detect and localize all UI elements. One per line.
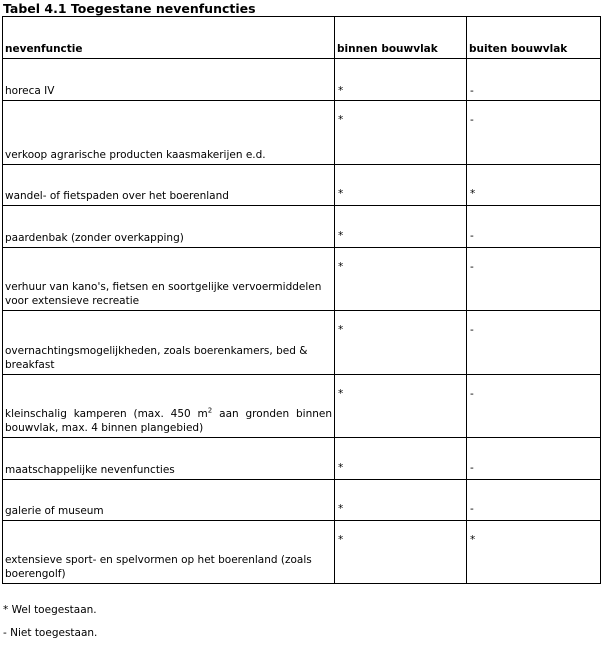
header-buiten-bouwvlak: buiten bouwvlak: [467, 17, 601, 59]
row-buiten: [467, 248, 601, 311]
row-binnen: [335, 206, 467, 248]
note-wel-toegestaan: * Wel toegestaan.: [3, 604, 97, 616]
row-binnen: [335, 480, 467, 521]
row-functie: wandel- of fietspaden over het boerenland: [3, 165, 335, 206]
nevenfuncties-table: [2, 16, 601, 584]
binnen-mark: *: [338, 261, 344, 273]
table-row: [3, 248, 601, 311]
functie-text-superscript: 2: [207, 406, 213, 415]
buiten-mark: -: [470, 261, 474, 273]
row-binnen: [335, 59, 467, 101]
binnen-mark: *: [338, 114, 344, 126]
row-functie: maatschappelijke nevenfuncties: [3, 438, 335, 480]
row-functie: overnachtingsmogelijkheden, zoals boerenkamers, bed & breakfast: [3, 311, 335, 375]
buiten-mark: -: [470, 114, 474, 126]
table-row: [3, 375, 601, 438]
buiten-mark: *: [470, 188, 476, 200]
table-row: [3, 480, 601, 521]
header-binnen-bouwvlak: binnen bouwvlak: [335, 17, 467, 59]
row-functie: verhuur van kano's, fietsen en soortgelijke vervoermiddelen voor extensieve recreatie: [3, 248, 335, 311]
row-binnen: [335, 165, 467, 206]
row-functie: extensieve sport- en spelvormen op het boerenland (zoals boerengolf): [3, 521, 335, 584]
row-binnen: [335, 521, 467, 584]
binnen-mark: *: [338, 503, 344, 515]
binnen-mark: *: [338, 188, 344, 200]
binnen-mark: *: [338, 230, 344, 242]
row-functie: galerie of museum: [3, 480, 335, 521]
buiten-mark: -: [470, 85, 474, 97]
row-functie: horeca IV: [3, 59, 335, 101]
row-binnen: [335, 375, 467, 438]
row-buiten: [467, 521, 601, 584]
buiten-mark: *: [470, 534, 476, 546]
row-binnen: [335, 248, 467, 311]
row-functie: [3, 375, 335, 438]
functie-text-prefix: kleinschalig kamperen (max. 450 m: [5, 408, 208, 420]
row-binnen: [335, 438, 467, 480]
buiten-mark: -: [470, 388, 474, 400]
binnen-mark: *: [338, 534, 344, 546]
table-row: [3, 165, 601, 206]
table-title: Tabel 4.1 Toegestane nevenfuncties: [3, 1, 256, 16]
buiten-mark: -: [470, 503, 474, 515]
row-buiten: [467, 480, 601, 521]
row-buiten: [467, 165, 601, 206]
note-niet-toegestaan: - Niet toegestaan.: [3, 627, 98, 639]
row-buiten: [467, 311, 601, 375]
row-functie: paardenbak (zonder overkapping): [3, 206, 335, 248]
table-header-row: [3, 17, 601, 59]
binnen-mark: *: [338, 462, 344, 474]
row-functie: verkoop agrarische producten kaasmakerijen e.d.: [3, 101, 335, 165]
table-row: [3, 59, 601, 101]
binnen-mark: *: [338, 388, 344, 400]
row-buiten: [467, 101, 601, 165]
table-row: [3, 311, 601, 375]
row-buiten: [467, 438, 601, 480]
buiten-mark: -: [470, 324, 474, 336]
table-row: [3, 206, 601, 248]
header-nevenfunctie: nevenfunctie: [3, 17, 335, 59]
table-row: [3, 101, 601, 165]
row-buiten: [467, 59, 601, 101]
row-buiten: [467, 375, 601, 438]
table-row: [3, 438, 601, 480]
binnen-mark: *: [338, 324, 344, 336]
row-binnen: [335, 311, 467, 375]
binnen-mark: *: [338, 85, 344, 97]
row-buiten: [467, 206, 601, 248]
buiten-mark: -: [470, 462, 474, 474]
table-row: [3, 521, 601, 584]
functie-text-suffix: aan gronden binnen bouwvlak, max. 4 binnen plangebied): [5, 408, 332, 434]
row-binnen: [335, 101, 467, 165]
buiten-mark: -: [470, 230, 474, 242]
